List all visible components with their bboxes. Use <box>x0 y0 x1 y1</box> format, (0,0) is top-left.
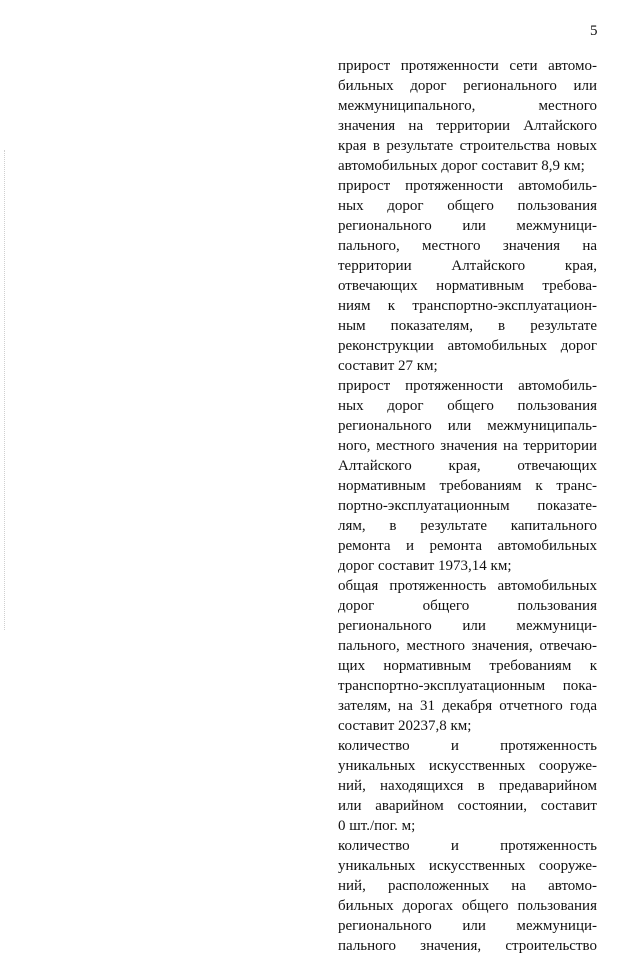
text-line: бильных дорогах общего пользования <box>338 898 597 914</box>
text-line: количество и протяженность <box>338 738 597 754</box>
text-line: зателям, на 31 декабря отчетного года <box>338 698 597 714</box>
scan-edge-mark <box>4 150 6 630</box>
text-line: ных дорог общего пользования <box>338 398 597 414</box>
text-line: пального, местного значения на <box>338 238 597 254</box>
text-line: щих нормативным требованиям к <box>338 658 597 674</box>
text-line: ниям к транспортно-эксплуатацион- <box>338 298 597 314</box>
text-line: регионального или межмуници- <box>338 918 597 934</box>
text-line: составит 20237,8 км; <box>338 718 472 734</box>
text-line: края в результате строительства новых <box>338 138 597 154</box>
page-number: 5 <box>590 23 598 39</box>
text-line: значения на территории Алтайского <box>338 118 597 134</box>
text-line: ного, местного значения на территории <box>338 438 597 454</box>
text-line: межмуниципального, местного <box>338 98 597 114</box>
text-line: ремонта и ремонта автомобильных <box>338 538 597 554</box>
text-line: прирост протяженности сети автомо- <box>338 58 597 74</box>
text-line: прирост протяженности автомобиль- <box>338 178 597 194</box>
text-line: или аварийном состоянии, составит <box>338 798 597 814</box>
text-line: регионального или межмуници- <box>338 618 597 634</box>
text-line: реконструкции автомобильных дорог <box>338 338 597 354</box>
text-line: пального значения, строительство <box>338 938 597 954</box>
text-line: транспортно-эксплуатационным пока- <box>338 678 597 694</box>
text-line: общая протяженность автомобильных <box>338 578 597 594</box>
text-line: Алтайского края, отвечающих <box>338 458 597 474</box>
text-line: бильных дорог регионального или <box>338 78 597 94</box>
text-line: ний, находящихся в предаварийном <box>338 778 597 794</box>
text-line: отвечающих нормативным требова- <box>338 278 597 294</box>
text-line: нормативным требованиям к транс- <box>338 478 597 494</box>
text-line: 0 шт./пог. м; <box>338 818 416 834</box>
text-line: пального, местного значения, отвечаю- <box>338 638 597 654</box>
text-line: уникальных искусственных сооруже- <box>338 858 597 874</box>
text-line: портно-эксплуатационным показате- <box>338 498 597 514</box>
text-line: лям, в результате капитального <box>338 518 597 534</box>
text-line: территории Алтайского края, <box>338 258 597 274</box>
document-body-text <box>338 56 597 956</box>
text-line: ний, расположенных на автомо- <box>338 878 597 894</box>
text-line: прирост протяженности автомобиль- <box>338 378 597 394</box>
text-line: количество и протяженность <box>338 838 597 854</box>
text-line: уникальных искусственных сооруже- <box>338 758 597 774</box>
text-line: регионального или межмуници- <box>338 218 597 234</box>
text-line: ным показателям, в результате <box>338 318 597 334</box>
text-line: дорог составит 1973,14 км; <box>338 558 512 574</box>
text-line: автомобильных дорог составит 8,9 км; <box>338 158 585 174</box>
text-line: ных дорог общего пользования <box>338 198 597 214</box>
text-line: составит 27 км; <box>338 358 438 374</box>
text-line: дорог общего пользования <box>338 598 597 614</box>
text-line: регионального или межмуниципаль- <box>338 418 597 434</box>
